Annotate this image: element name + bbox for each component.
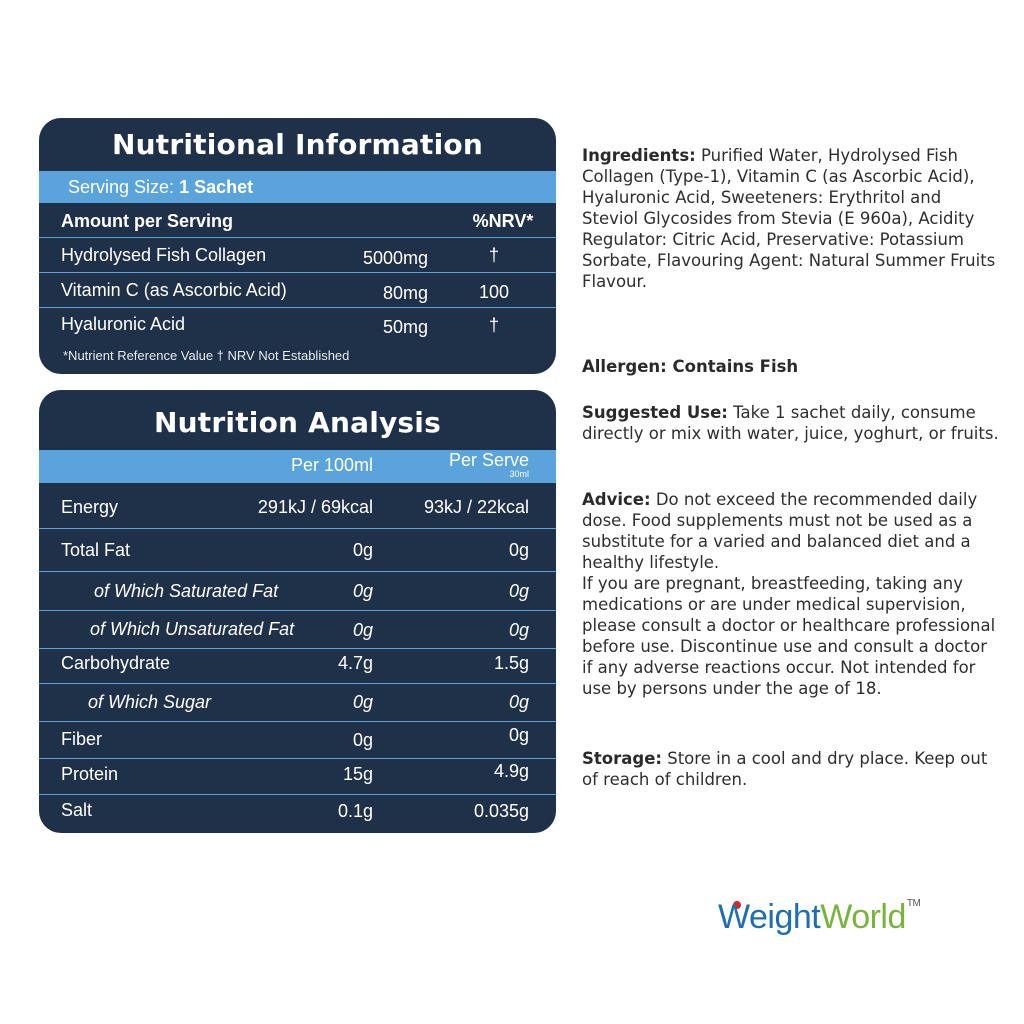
allergen-section — [582, 356, 1002, 377]
info-header-row — [39, 204, 556, 238]
analysis-row — [39, 722, 556, 759]
analysis-row-per100: 0g — [352, 581, 373, 601]
analysis-row-per100: 0.1g — [337, 801, 373, 821]
info-row-amount: 50mg — [382, 317, 428, 337]
analysis-row-name: of Which Sugar — [88, 692, 212, 712]
analysis-row — [39, 611, 556, 649]
analysis-row-name: Energy — [61, 497, 119, 517]
info-row-name: Vitamin C (as Ascorbic Acid) — [61, 280, 287, 300]
serving-size-value: 1 Sachet — [179, 177, 254, 197]
info-row-name: Hyaluronic Acid — [61, 314, 186, 334]
info-row-nrv: † — [488, 245, 499, 265]
logo-w: W — [718, 898, 749, 936]
analysis-row-per100: 4.7g — [337, 653, 373, 673]
analysis-row — [39, 649, 556, 684]
analysis-row-name: Fiber — [61, 729, 103, 749]
per-serve-volume: 30ml — [509, 469, 529, 479]
analysis-row-perserve: 0g — [508, 581, 529, 601]
analysis-row-perserve: 4.9g — [493, 761, 529, 781]
suggested-use-label: Suggested Use: — [582, 403, 728, 422]
weightworld-logo — [718, 898, 920, 937]
analysis-row — [39, 795, 556, 833]
info-row — [39, 238, 556, 273]
ingredients-section — [582, 145, 1002, 292]
per-serve-header — [449, 450, 529, 479]
analysis-row-perserve: 0g — [508, 725, 529, 745]
analysis-row-name: of Which Unsaturated Fat — [90, 619, 295, 639]
serving-size-label — [68, 177, 253, 198]
analysis-row-name: Total Fat — [61, 540, 131, 560]
storage-section — [582, 748, 1002, 790]
logo-eight: eight — [748, 898, 821, 936]
analysis-row-name: Protein — [61, 764, 119, 784]
analysis-row — [39, 684, 556, 722]
ingredients-label: Ingredients: — [582, 146, 696, 165]
analysis-row-perserve: 0g — [508, 540, 529, 560]
allergen-label: Allergen: Contains Fish — [582, 357, 799, 376]
analysis-row-perserve: 0.035g — [473, 801, 529, 821]
analysis-row-perserve: 1.5g — [493, 653, 529, 673]
analysis-row-perserve: 0g — [508, 692, 529, 712]
advice-text-2: If you are pregnant, breastfeeding, taking any medications or are under medical supervision, please consult a doctor or healthcare professional before use. Discontinue use and consult a doctor if any adverse reactions occur. Not intended for use by persons under the age of 18. — [582, 574, 996, 698]
info-row — [39, 308, 556, 340]
info-row-nrv: † — [488, 315, 499, 335]
info-row — [39, 273, 556, 308]
analysis-row-name: Salt — [61, 800, 93, 820]
advice-text: Do not exceed the recommended daily dose. Food supplements must not be used as a substitute for a varied and balanced diet and a healthy lifestyle. — [582, 490, 978, 572]
info-row-nrv: 100 — [478, 282, 510, 302]
serving-size-text: Serving Size: — [68, 177, 175, 197]
nutritional-information-title: Nutritional Information — [112, 128, 483, 161]
analysis-row-per100: 0g — [352, 730, 373, 750]
analysis-row — [39, 529, 556, 572]
info-row-amount: 80mg — [382, 283, 428, 303]
advice-label: Advice: — [582, 490, 651, 509]
suggested-use-section — [582, 402, 1002, 444]
nutritional-information-panel — [39, 118, 556, 374]
analysis-row-per100: 0g — [352, 540, 373, 560]
per-serve-label: Per Serve — [448, 450, 529, 470]
amount-per-serving-header: Amount per Serving — [61, 211, 234, 231]
storage-label: Storage: — [582, 749, 662, 768]
suggested-use-text: Take 1 sachet daily, consume directly or mix with water, juice, yoghurt, or fruits. — [582, 403, 999, 443]
nrv-footnote: *Nutrient Reference Value † NRV Not Established — [63, 348, 350, 363]
analysis-header-band — [39, 450, 556, 483]
info-row-name: Hydrolysed Fish Collagen — [61, 245, 267, 265]
analysis-row-name: of Which Saturated Fat — [94, 581, 279, 601]
info-row-amount: 5000mg — [362, 248, 428, 268]
logo-world: World — [820, 898, 906, 936]
analysis-row — [39, 484, 556, 529]
analysis-row-per100: 15g — [342, 764, 373, 784]
analysis-row-perserve: 0g — [508, 620, 529, 640]
ingredients-text: Purified Water, Hydrolysed Fish Collagen (Type-1), Vitamin C (as Ascorbic Acid), Hyaluronic Acid, Sweeteners: Erythritol and Steviol Glycosides from Stevia (E 960a), Acidity Regulator: Citric Acid, Preservative: Potassium Sorbate, Flavouring Agent: Natural Summer Fruits Flavour. — [582, 146, 996, 291]
nrv-header: %NRV* — [472, 211, 534, 231]
advice-section — [582, 489, 1002, 699]
serving-size-band — [39, 171, 556, 203]
per-100ml-header: Per 100ml — [290, 455, 373, 475]
analysis-row — [39, 572, 556, 611]
storage-text: Store in a cool and dry place. Keep out of reach of children. — [582, 749, 988, 789]
nutrition-analysis-panel — [39, 390, 556, 833]
analysis-row-perserve: 93kJ / 22kcal — [423, 497, 529, 517]
analysis-row-per100: 0g — [352, 620, 373, 640]
analysis-row — [39, 759, 556, 795]
nutrition-analysis-title: Nutrition Analysis — [154, 406, 441, 439]
analysis-row-name: Carbohydrate — [61, 653, 171, 673]
analysis-row-per100: 0g — [352, 692, 373, 712]
analysis-row-per100: 291kJ / 69kcal — [257, 497, 373, 517]
logo-trademark: TM — [906, 898, 921, 909]
